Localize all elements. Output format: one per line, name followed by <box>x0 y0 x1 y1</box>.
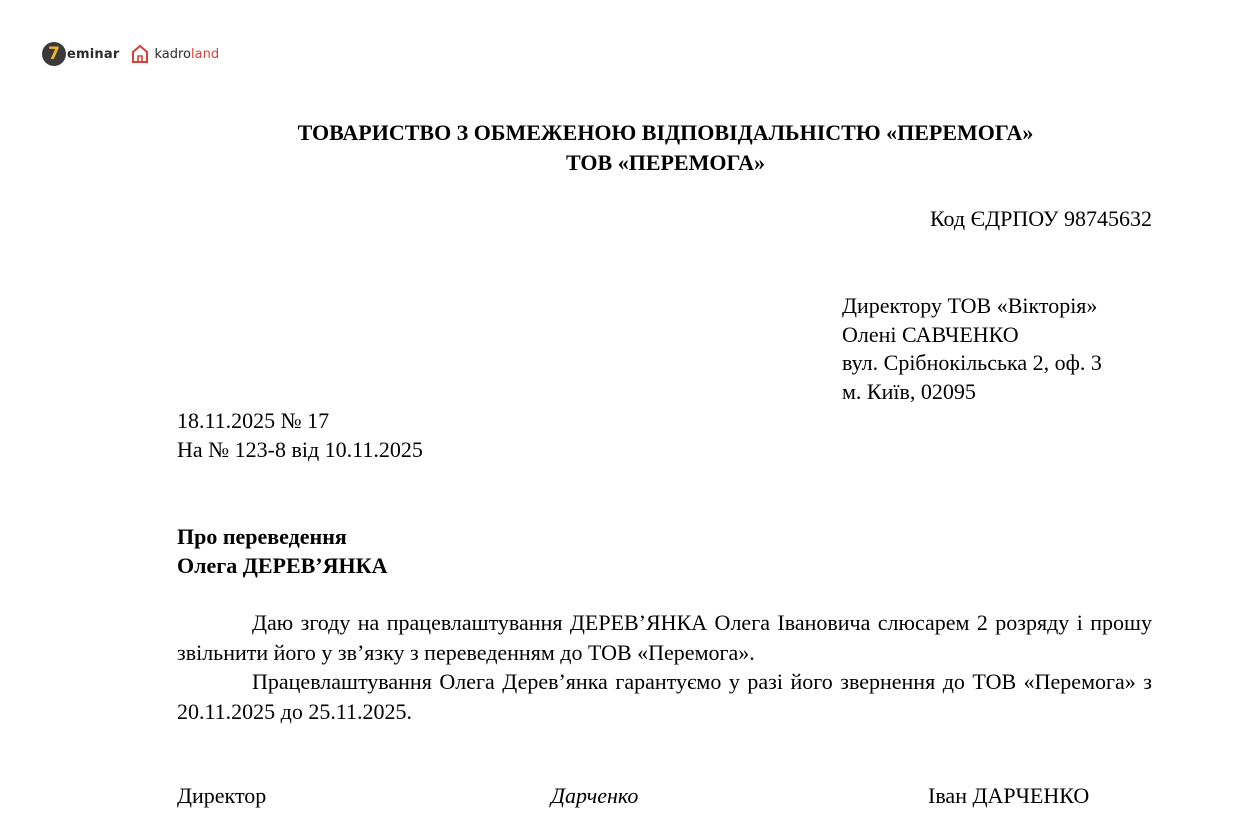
addressee-line: вул. Срібнокільська 2, оф. 3 <box>842 350 1102 375</box>
signatory-name: Іван ДАРЧЕНКО <box>928 783 1090 808</box>
edrpou-code: Код ЄДРПОУ 98745632 <box>929 206 1152 231</box>
kadroland-house-icon <box>131 44 149 64</box>
kadroland-logo-text-1: kadro <box>154 46 191 62</box>
subject-line: Про переведення <box>177 524 347 549</box>
body-paragraph: Працевлаштування Олега Дерев’янка гарантуємо у разі його звернення до ТОВ «Перемога» з 20.11.2025 до 25.11.2025. <box>177 669 1152 724</box>
addressee-line: м. Київ, 02095 <box>842 379 976 404</box>
company-short-name: ТОВ «ПЕРЕМОГА» <box>566 150 765 175</box>
body-paragraph: Даю згоду на працевлаштування ДЕРЕВ’ЯНКА Олега Івановича слюсарем 2 розряду і прошу звільнити його у зв’язку з переведенням до ТОВ «Перемога». <box>177 610 1152 665</box>
addressee-line: Директору ТОВ «Вікторія» <box>842 293 1098 318</box>
handwritten-signature: Дарченко <box>551 783 639 808</box>
seminar-logo-text: eminar <box>67 46 120 62</box>
logos <box>42 40 219 68</box>
kadroland-logo-text-2: land <box>191 46 220 62</box>
letter-date-number: 18.11.2025 № 17 <box>177 408 330 433</box>
subject-line: Олега ДЕРЕВ’ЯНКА <box>177 553 388 578</box>
addressee-line: Олені САВЧЕНКО <box>842 322 1019 347</box>
seminar-logo <box>42 42 119 66</box>
company-full-name: ТОВАРИСТВО З ОБМЕЖЕНОЮ ВІДПОВІДАЛЬНІСТЮ «ПЕРЕМОГА» <box>297 120 1034 145</box>
kadroland-logo <box>131 44 219 64</box>
reply-reference: На № 123-8 від 10.11.2025 <box>177 437 423 462</box>
letter-body <box>177 608 1152 726</box>
seminar-seven-icon: 7 <box>42 42 66 66</box>
signatory-position: Директор <box>177 783 267 808</box>
